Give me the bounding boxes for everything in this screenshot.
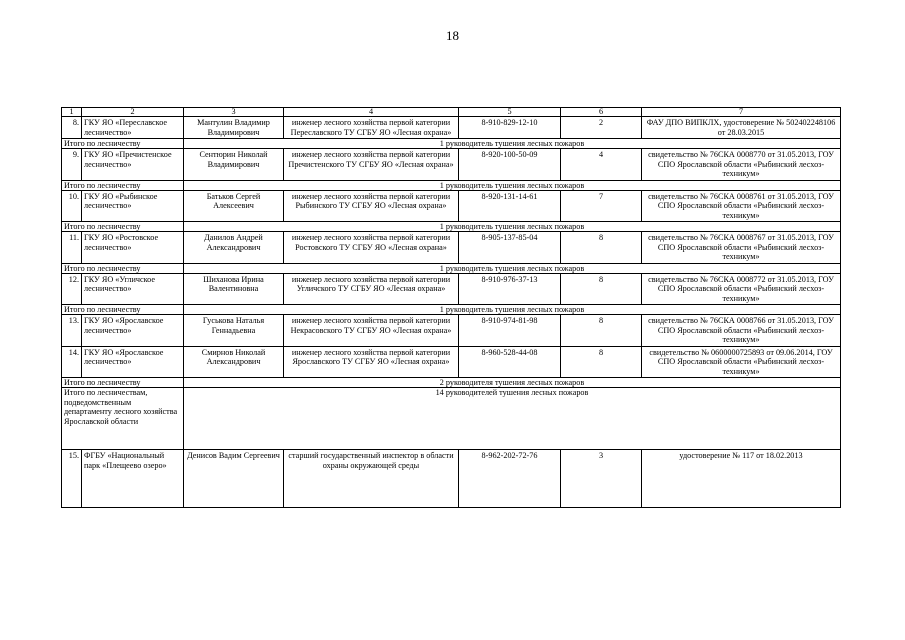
header-cell: 1 — [62, 108, 82, 117]
summary-total: 1 руководитель тушения лесных пожаров — [184, 180, 841, 190]
forestry-name: ГКУ ЯО «Ярославское лесничество» — [82, 315, 184, 347]
table-header-row — [62, 108, 841, 117]
fire-managers-table — [61, 107, 841, 508]
participation-count: 7 — [561, 190, 642, 222]
forestry-name: ГКУ ЯО «Пречистенское лесничество» — [82, 149, 184, 181]
table-row — [62, 315, 841, 347]
summary-label: Итого по лесничеству — [62, 378, 184, 388]
header-cell: 7 — [642, 108, 841, 117]
participation-count: 2 — [561, 117, 642, 139]
table-row — [62, 346, 841, 378]
summary-label: Итого по лесничеству — [62, 222, 184, 232]
row-number: 8. — [62, 117, 82, 139]
summary-total: 14 руководителей тушения лесных пожаров — [184, 388, 841, 450]
phone-number: 8-910-976-37-13 — [459, 273, 561, 305]
participation-count: 8 — [561, 232, 642, 264]
summary-total: 1 руководитель тушения лесных пожаров — [184, 305, 841, 315]
row-number: 13. — [62, 315, 82, 347]
table-body — [62, 108, 841, 508]
row-number: 14. — [62, 346, 82, 378]
certificate: свидетельство № 0600000725893 от 09.06.2014, ГОУ СПО Ярославской области «Рыбинский лесхоз-техникум» — [642, 346, 841, 378]
summary-label: Итого по лесничеству — [62, 139, 184, 149]
forestry-name: ФГБУ «Национальный парк «Плещеево озеро» — [82, 450, 184, 508]
summary-row — [62, 388, 841, 450]
table-row — [62, 273, 841, 305]
participation-count: 4 — [561, 149, 642, 181]
person-name: Мантулин Владимир Владимирович — [184, 117, 284, 139]
certificate: ФАУ ДПО ВИПКЛХ, удостоверение № 502402248106 от 28.03.2015 — [642, 117, 841, 139]
page-number: 18 — [446, 28, 459, 43]
summary-total: 1 руководитель тушения лесных пожаров — [184, 263, 841, 273]
participation-count: 3 — [561, 450, 642, 508]
person-name: Батьков Сергей Алексеевич — [184, 190, 284, 222]
phone-number: 8-960-528-44-08 — [459, 346, 561, 378]
table-row — [62, 450, 841, 508]
participation-count: 8 — [561, 273, 642, 305]
table-row — [62, 149, 841, 181]
person-name: Сентюрин Николай Владимирович — [184, 149, 284, 181]
summary-row — [62, 378, 841, 388]
header-cell: 4 — [284, 108, 459, 117]
row-number: 10. — [62, 190, 82, 222]
forestry-name: ГКУ ЯО «Ростовское лесничество» — [82, 232, 184, 264]
header-cell: 5 — [459, 108, 561, 117]
table-row — [62, 117, 841, 139]
certificate: свидетельство № 76СКА 0008767 от 31.05.2013, ГОУ СПО Ярославской области «Рыбинский лесхоз-техникум» — [642, 232, 841, 264]
person-name: Шиханова Ирина Валентиновна — [184, 273, 284, 305]
certificate: свидетельство № 76СКА 0008770 от 31.05.2013, ГОУ СПО Ярославской области «Рыбинский лесхоз-техникум» — [642, 149, 841, 181]
summary-row — [62, 305, 841, 315]
row-number: 12. — [62, 273, 82, 305]
forestry-name: ГКУ ЯО «Рыбинское лесничество» — [82, 190, 184, 222]
table-row — [62, 190, 841, 222]
summary-row — [62, 180, 841, 190]
summary-row — [62, 139, 841, 149]
certificate: удостоверение № 117 от 18.02.2013 — [642, 450, 841, 508]
participation-count: 8 — [561, 315, 642, 347]
job-position: инженер лесного хозяйства первой категории Некрасовского ТУ СГБУ ЯО «Лесная охрана» — [284, 315, 459, 347]
summary-label: Итого по лесничеству — [62, 180, 184, 190]
job-position: инженер лесного хозяйства первой категории Ярославского ТУ СГБУ ЯО «Лесная охрана» — [284, 346, 459, 378]
summary-label: Итого по лесничеству — [62, 263, 184, 273]
header-cell: 6 — [561, 108, 642, 117]
summary-label: Итого по лесничествам, подведомственным департаменту лесного хозяйства Ярославской области — [62, 388, 184, 450]
header-cell: 2 — [82, 108, 184, 117]
phone-number: 8-910-974-81-98 — [459, 315, 561, 347]
table-row — [62, 232, 841, 264]
job-position: инженер лесного хозяйства первой категории Ростовского ТУ СГБУ ЯО «Лесная охрана» — [284, 232, 459, 264]
summary-row — [62, 222, 841, 232]
person-name: Гуськова Наталья Геннадьевна — [184, 315, 284, 347]
person-name: Данилов Андрей Александрович — [184, 232, 284, 264]
person-name: Смирнов Николай Александрович — [184, 346, 284, 378]
summary-label: Итого по лесничеству — [62, 305, 184, 315]
phone-number: 8-920-100-50-09 — [459, 149, 561, 181]
header-cell: 3 — [184, 108, 284, 117]
job-position: инженер лесного хозяйства первой категории Рыбинского ТУ СГБУ ЯО «Лесная охрана» — [284, 190, 459, 222]
row-number: 11. — [62, 232, 82, 264]
participation-count: 8 — [561, 346, 642, 378]
phone-number: 8-905-137-85-04 — [459, 232, 561, 264]
row-number: 15. — [62, 450, 82, 508]
phone-number: 8-920-131-14-61 — [459, 190, 561, 222]
job-position: инженер лесного хозяйства первой категории Пречистенского ТУ СГБУ ЯО «Лесная охрана» — [284, 149, 459, 181]
row-number: 9. — [62, 149, 82, 181]
phone-number: 8-910-829-12-10 — [459, 117, 561, 139]
summary-total: 1 руководитель тушения лесных пожаров — [184, 222, 841, 232]
job-position: инженер лесного хозяйства первой категории Угличского ТУ СГБУ ЯО «Лесная охрана» — [284, 273, 459, 305]
person-name: Денисов Вадим Сергеевич — [184, 450, 284, 508]
job-position: инженер лесного хозяйства первой категории Переславского ТУ СГБУ ЯО «Лесная охрана» — [284, 117, 459, 139]
forestry-name: ГКУ ЯО «Переславское лесничество» — [82, 117, 184, 139]
forestry-name: ГКУ ЯО «Ярославское лесничество» — [82, 346, 184, 378]
certificate: свидетельство № 76СКА 0008761 от 31.05.2013, ГОУ СПО Ярославской области «Рыбинский лесхоз-техникум» — [642, 190, 841, 222]
phone-number: 8-962-202-72-76 — [459, 450, 561, 508]
summary-total: 1 руководитель тушения лесных пожаров — [184, 139, 841, 149]
forestry-name: ГКУ ЯО «Угличское лесничество» — [82, 273, 184, 305]
summary-total: 2 руководителя тушения лесных пожаров — [184, 378, 841, 388]
certificate: свидетельство № 76СКА 0008766 от 31.05.2013, ГОУ СПО Ярославской области «Рыбинский лесхоз-техникум» — [642, 315, 841, 347]
job-position: старший государственный инспектор в области охраны окружающей среды — [284, 450, 459, 508]
summary-row — [62, 263, 841, 273]
certificate: свидетельство № 76СКА 0008772 от 31.05.2013, ГОУ СПО Ярославской области «Рыбинский лесхоз-техникум» — [642, 273, 841, 305]
